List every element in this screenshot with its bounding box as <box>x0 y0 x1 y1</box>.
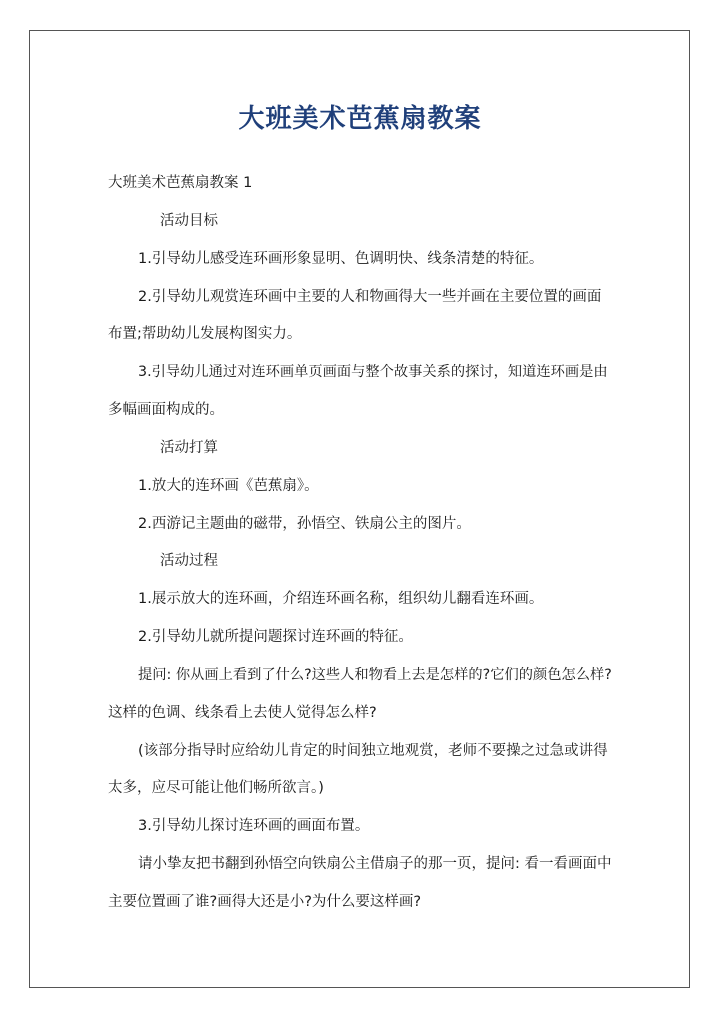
subheading-preparation: 活动打算 <box>160 440 218 456</box>
paragraph-line: 1.引导幼儿感受连环画形象显明、色调明快、线条清楚的特征。 <box>138 251 544 267</box>
paragraph-line: 1.放大的连环画《芭蕉扇》。 <box>138 478 319 494</box>
paragraph-line: 主要位置画了谁?画得大还是小?为什么要这样画? <box>108 894 422 910</box>
paragraph-line: 1.展示放大的连环画，介绍连环画名称，组织幼儿翻看连环画。 <box>138 591 544 607</box>
paragraph-line: 这样的色调、线条看上去使人觉得怎么样? <box>108 705 377 721</box>
paragraph-line: (该部分指导时应给幼儿肯定的时间独立地观赏，老师不要操之过急或讲得 <box>138 743 608 759</box>
paragraph-line: 3.引导幼儿通过对连环画单页画面与整个故事关系的探讨，知道连环画是由 <box>138 364 608 380</box>
paragraph-line: 多幅画面构成的。 <box>108 402 224 418</box>
paragraph-line: 2.引导幼儿观赏连环画中主要的人和物画得大一些并画在主要位置的画面 <box>138 289 602 305</box>
document-title: 大班美术芭蕉扇教案 <box>238 104 482 134</box>
paragraph-line: 3.引导幼儿探讨连环画的画面布置。 <box>138 818 370 834</box>
paragraph-line: 太多，应尽可能让他们畅所欲言。) <box>108 780 324 796</box>
paragraph-line: 2.引导幼儿就所提问题探讨连环画的特征。 <box>138 629 413 645</box>
section-heading: 大班美术芭蕉扇教案 1 <box>108 175 253 191</box>
paragraph-line: 2.西游记主题曲的磁带，孙悟空、铁扇公主的图片。 <box>138 516 471 532</box>
paragraph-line: 提问: 你从画上看到了什么?这些人和物看上去是怎样的?它们的颜色怎么样? <box>138 667 612 683</box>
subheading-objectives: 活动目标 <box>160 213 218 229</box>
paragraph-line: 请小挚友把书翻到孙悟空向铁扇公主借扇子的那一页，提问: 看一看画面中 <box>138 856 612 872</box>
subheading-process: 活动过程 <box>160 553 218 569</box>
paragraph-line: 布置;帮助幼儿发展构图实力。 <box>108 326 302 342</box>
